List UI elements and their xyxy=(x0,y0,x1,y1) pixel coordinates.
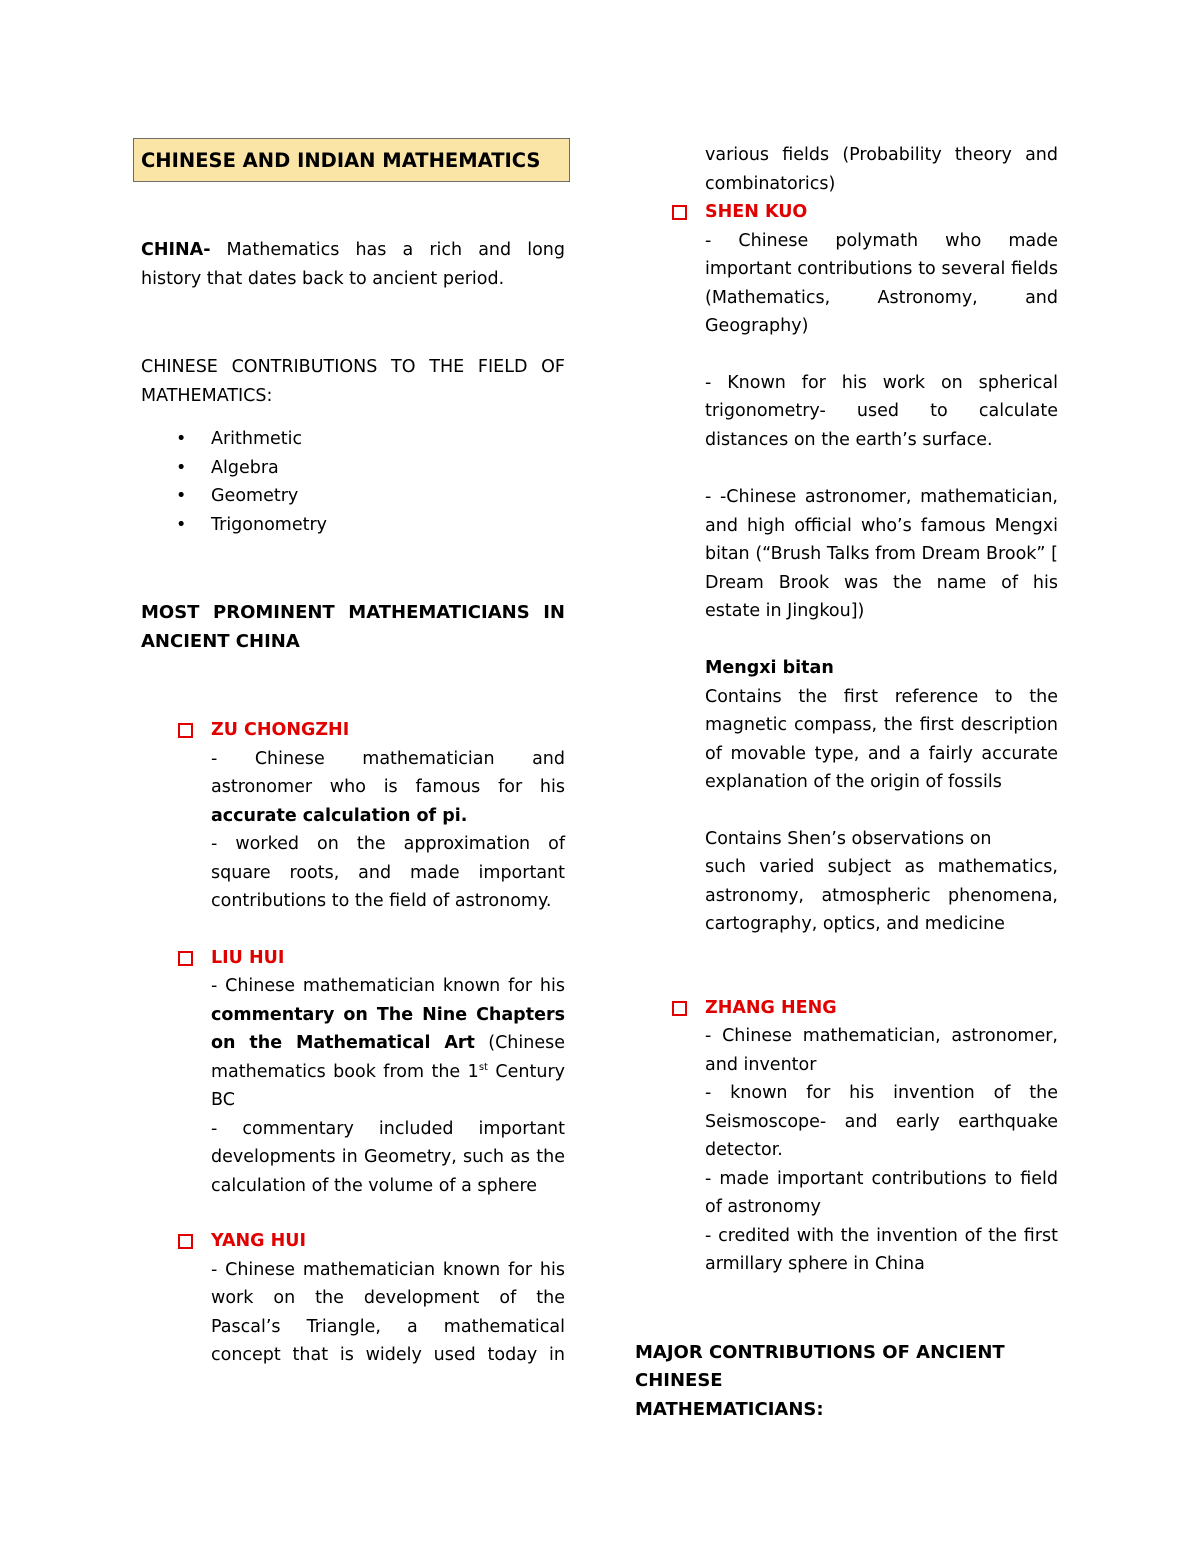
major-heading-line1: MAJOR CONTRIBUTIONS OF ANCIENT CHINESE xyxy=(635,1341,1005,1391)
bullet-icon: • xyxy=(176,457,187,478)
mathematician-name: SHEN KUO xyxy=(705,202,808,222)
prominent-heading-line1: MOST PROMINENT MATHEMATICIANS IN xyxy=(141,602,565,623)
china-label: CHINA- xyxy=(141,240,211,260)
mathematician-name: LIU HUI xyxy=(211,947,285,968)
major-heading-line2: MATHEMATICIANS: xyxy=(635,1398,824,1420)
mathematician-liu-hui xyxy=(141,944,565,1201)
yang-description-continued: various fields (Probability theory and combinatorics) xyxy=(705,145,1058,194)
book-observations-line1: Contains Shen’s observations on xyxy=(705,828,992,849)
checkbox-icon xyxy=(178,1234,193,1249)
mathematician-yang-hui xyxy=(141,1227,565,1370)
bullet-icon: • xyxy=(176,429,187,449)
zu-detail: - worked on the approximation of square roots, and made important contributions to the field of astronomy. xyxy=(211,834,565,911)
list-item: • Geometry xyxy=(141,482,565,511)
checkbox-icon xyxy=(672,205,687,220)
china-intro-text: Mathematics has a rich and long history that dates back to ancient period. xyxy=(141,240,565,289)
list-item: • Trigonometry xyxy=(141,511,565,540)
mathematician-zu-chongzhi xyxy=(141,716,565,916)
left-column xyxy=(141,138,565,1370)
liu-description: - Chinese mathematician known for his commentary on The Nine Chapters on the Mathematical Art (Chinese mathematics book from the 1st Century BC xyxy=(211,976,565,1110)
shen-official: - -Chinese astronomer, mathematician, and high official who’s famous Mengxi bitan (“Brush Talks from Dream Brook” [ Dream Brook was the name of his estate in Jingkou]) xyxy=(705,487,1058,621)
contributions-heading-line1: CHINESE CONTRIBUTIONS TO THE FIELD OF xyxy=(141,357,565,377)
list-item: • Arithmetic xyxy=(141,425,565,454)
china-intro xyxy=(141,236,565,293)
right-column xyxy=(635,141,1058,1424)
zhang-armillary: - credited with the invention of the first armillary sphere in China xyxy=(705,1225,1058,1274)
liu-detail: - commentary included important developments in Geometry, such as the calculation of the volume of a sphere xyxy=(211,1118,565,1196)
shen-trigonometry: - Known for his work on spherical trigonometry- used to calculate distances on the earth’s surface. xyxy=(705,372,1058,450)
contributions-heading-line2: MATHEMATICS: xyxy=(141,385,273,406)
mathematician-zhang-heng xyxy=(635,994,1058,1279)
zu-description: - Chinese mathematician and astronomer who is famous for his accurate calculation of pi. xyxy=(211,748,565,826)
mathematician-name: ZU CHONGZHI xyxy=(211,720,350,740)
list-item: • Algebra xyxy=(141,454,565,483)
zhang-description: - Chinese mathematician, astronomer, and inventor xyxy=(705,1026,1058,1075)
mathematician-name: ZHANG HENG xyxy=(705,997,837,1018)
prominent-heading-line2: ANCIENT CHINA xyxy=(141,630,300,652)
mathematician-name: YANG HUI xyxy=(211,1231,307,1251)
checkbox-icon xyxy=(672,1001,687,1016)
fields-list xyxy=(141,425,565,539)
document-title: CHINESE AND INDIAN MATHEMATICS xyxy=(133,138,570,182)
bullet-icon: • xyxy=(176,486,187,506)
yang-description: - Chinese mathematician known for his work on the development of the Pascal’s Triangle, a mathematical concept that is widely used today in xyxy=(211,1259,565,1365)
zhang-seismoscope: - known for his invention of the Seismoscope- and early earthquake detector. xyxy=(705,1083,1058,1160)
bullet-icon: • xyxy=(176,514,187,535)
book-observations: such varied subject as mathematics, astronomy, atmospheric phenomena, cartography, optics, and medicine xyxy=(705,857,1058,934)
checkbox-icon xyxy=(178,723,193,738)
book-title: Mengxi bitan xyxy=(705,657,834,678)
zhang-astronomy: - made important contributions to field of astronomy xyxy=(705,1168,1058,1217)
checkbox-icon xyxy=(178,951,193,966)
book-description: Contains the first reference to the magnetic compass, the first description of movable type, and a fairly accurate explanation of the origin of fossils xyxy=(705,686,1058,792)
mathematician-shen-kuo xyxy=(635,198,1058,939)
shen-description: - Chinese polymath who made important contributions to several fields (Mathematics, Astronomy, and Geography) xyxy=(705,230,1058,336)
